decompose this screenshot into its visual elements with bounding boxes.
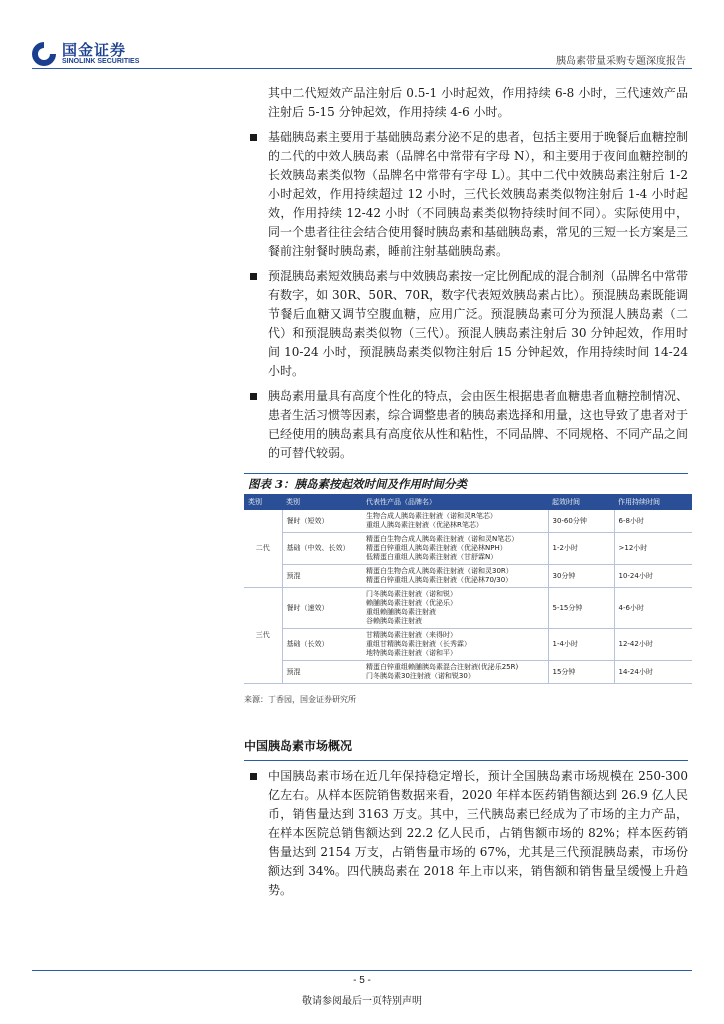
duration-cell: 6-8小时 (614, 510, 692, 533)
bullet-icon (250, 773, 257, 780)
products-cell: 精蛋白生物合成人胰岛素注射液（诺和灵30R） 精蛋白锌重组人胰岛素注射液（优泌林70/30） (362, 565, 548, 588)
products-cell: 精蛋白锌重组赖脯胰岛素混合注射液(优泌乐25R) 门冬胰岛素30注射液（诺和锐30） (362, 661, 548, 684)
generation-cell: 二代 (244, 510, 282, 588)
type-cell: 预混 (282, 565, 362, 588)
bullet-paragraph (240, 267, 688, 381)
table-row (244, 588, 692, 629)
table-header-row (244, 494, 692, 510)
logo-en: SINOLINK SECURITIES (62, 58, 140, 65)
paragraph-text: 基础胰岛素主要用于基础胰岛素分泌不足的患者，包括主要用于晚餐后血糖控制的二代的中效人胰岛素（品牌名中常带有字母 N），和主要用于夜间血糖控制的长效胰岛素类似物（品牌名中常带有字母 L）。其中二代中效胰岛素注射后 1-2 小时起效，作用持续超过 12 小时，三代长效胰岛素类似物注射后 1-4 小时起效，作用持续 12-42 小时（不同胰岛素类似物持续时间不同）。实际使用中，同一个患者往往会结合使用餐时胰岛素和基础胰岛素，常见的三短一长方案是三餐前注射餐时胰岛素，睡前注射基础胰岛素。 (268, 130, 689, 258)
figure-source: 来源：丁香园，国金证券研究所 (244, 695, 356, 704)
logo-icon (32, 42, 56, 66)
bullet-icon (250, 273, 257, 280)
duration-cell: 4-6小时 (614, 588, 692, 629)
footer-disclaimer: 敬请参阅最后一页特别声明 (302, 996, 422, 1007)
type-cell: 餐时（短效） (282, 510, 362, 533)
duration-cell: 12-42小时 (614, 629, 692, 661)
paragraph-text: 中国胰岛素市场在近几年保持稳定增长，预计全国胰岛素市场规模在 250-300 亿左右。从样本医院销售数据来看，2020 年样本医药销售额达到 26.9 亿人民币，销售量达到 3163 万支。其中，三代胰岛素已经成为了市场的主力产品，在样本医院总销售额达到 22.2 亿人民币，占销售额市场的 82%；样本医药销售量达到 2154 万支，占销售量市场的 67%，尤其是三代预混胰岛素，市场份额达到 34%。四代胰岛素在 2018 年上市以来，销售额和销售量呈缓慢上升趋势。 (268, 769, 688, 897)
page-number: - 5 - (353, 975, 371, 986)
table-row (244, 661, 692, 684)
bullet-icon (250, 393, 257, 400)
products-cell: 精蛋白生物合成人胰岛素注射液（诺和灵N笔芯） 精蛋白锌重组人胰岛素注射液（优泌林NPH） 低精蛋白重组人胰岛素注射液（甘舒霖N） (362, 533, 548, 565)
insulin-classification-table (244, 494, 692, 684)
bullet-paragraph (240, 387, 688, 463)
logo-cn: 国金证券 (62, 41, 127, 59)
onset-cell: 30-60分钟 (548, 510, 614, 533)
sinolink-logo (32, 42, 139, 66)
table-row (244, 629, 692, 661)
section-title: 中国胰岛素市场概况 (244, 737, 688, 761)
main-content (240, 84, 688, 906)
bullet-paragraph (240, 767, 688, 900)
table-row (244, 533, 692, 565)
onset-cell: 15分钟 (548, 661, 614, 684)
onset-cell: 30分钟 (548, 565, 614, 588)
col-header: 代表性产品（品牌名） (362, 494, 548, 510)
bullet-paragraph (240, 128, 688, 261)
duration-cell: 14-24小时 (614, 661, 692, 684)
col-header: 作用持续时间 (614, 494, 692, 510)
products-cell: 甘精胰岛素注射液（来得时） 重组甘精胰岛素注射液（长秀霖） 地特胰岛素注射液（诺和平） (362, 629, 548, 661)
type-cell: 餐时（速效） (282, 588, 362, 629)
generation-cell: 三代 (244, 588, 282, 684)
col-header: 起效时间 (548, 494, 614, 510)
duration-cell: >12小时 (614, 533, 692, 565)
table-body (244, 510, 692, 684)
page-header (0, 0, 724, 78)
bullet-icon (250, 134, 257, 141)
duration-cell: 10-24小时 (614, 565, 692, 588)
table-row (244, 565, 692, 588)
onset-cell: 1-2小时 (548, 533, 614, 565)
type-cell: 基础（中效、长效） (282, 533, 362, 565)
report-title: 胰岛素带量采购专题深度报告 (556, 56, 686, 67)
header-divider (32, 68, 692, 69)
products-cell: 门冬胰岛素注射液（诺和锐） 赖脯胰岛素注射液（优泌乐） 重组赖脯胰岛素注射液 谷赖胰岛素注射液 (362, 588, 548, 629)
type-cell: 基础（长效） (282, 629, 362, 661)
table-row (244, 510, 692, 533)
paragraph-text: 预混胰岛素短效胰岛素与中效胰岛素按一定比例配成的混合制剂（品牌名中常带有数字，如 30R、50R、70R，数字代表短效胰岛素占比）。预混胰岛素既能调节餐后血糖又调节空腹血糖，应用广泛。预混胰岛素可分为预混人胰岛素（二代）和预混胰岛素类似物（三代）。预混人胰岛素注射后 30 分钟起效，作用时间 10-24 小时，预混胰岛素类似物注射后 15 分钟起效，作用持续时间 14-24 小时。 (268, 269, 689, 378)
footer-divider (32, 970, 692, 971)
type-cell: 预混 (282, 661, 362, 684)
paragraph-text: 胰岛素用量具有高度个性化的特点，会由医生根据患者血糖患者血糖控制情况、患者生活习惯等因素，综合调整患者的胰岛素选择和用量，这也导致了患者对于已经使用的胰岛素具有高度依从性和粘性，不同品牌、不同规格、不同产品之间的可替代较弱。 (268, 389, 689, 460)
onset-cell: 5-15分钟 (548, 588, 614, 629)
figure-title: 图表 3：胰岛素按起效时间及作用时间分类 (244, 473, 688, 494)
products-cell: 生物合成人胰岛素注射液（诺和灵R笔芯） 重组人胰岛素注射液（优泌林R笔芯） (362, 510, 548, 533)
col-header: 类别 (282, 494, 362, 510)
onset-cell: 1-4小时 (548, 629, 614, 661)
paragraph: 其中二代短效产品注射后 0.5-1 小时起效，作用持续 6-8 小时，三代速效产品注射后 5-15 分钟起效，作用持续 4-6 小时。 (268, 86, 688, 119)
col-header: 类别 (244, 494, 282, 510)
